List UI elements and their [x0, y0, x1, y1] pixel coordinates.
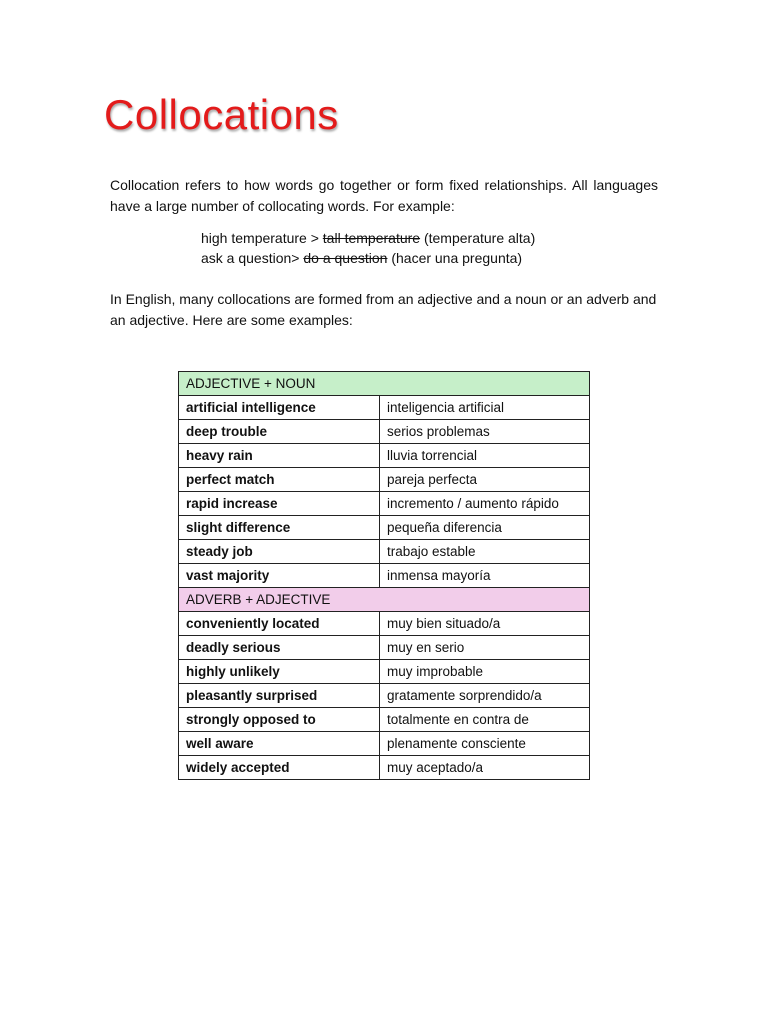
spanish-cell: totalmente en contra de — [380, 708, 590, 732]
example-incorrect: tall temperature — [322, 230, 421, 246]
section-header-adjective-noun — [179, 372, 590, 396]
example-item — [201, 248, 535, 268]
spanish-cell: pareja perfecta — [380, 468, 590, 492]
table-row — [179, 756, 590, 780]
table-row — [179, 420, 590, 444]
english-cell: artificial intelligence — [179, 396, 380, 420]
example-list — [201, 228, 535, 268]
table-row — [179, 732, 590, 756]
intro-paragraph: Collocation refers to how words go together or form fixed relationships. All languages have a large number of collocating words. For example: — [110, 177, 658, 214]
example-translation: (hacer una pregunta) — [391, 250, 523, 266]
english-cell: well aware — [179, 732, 380, 756]
example-translation: (temperature alta) — [423, 230, 536, 246]
spanish-cell: muy en serio — [380, 636, 590, 660]
table-row — [179, 492, 590, 516]
english-cell: vast majority — [179, 564, 380, 588]
second-paragraph: In English, many collocations are formed from an adjective and a noun or an adverb and an adjective. Here are some examples: — [110, 291, 657, 328]
spanish-cell: gratamente sorprendido/a — [380, 684, 590, 708]
english-cell: widely accepted — [179, 756, 380, 780]
table-row — [179, 516, 590, 540]
table-row — [179, 612, 590, 636]
spanish-cell: inmensa mayoría — [380, 564, 590, 588]
spanish-cell: muy bien situado/a — [380, 612, 590, 636]
english-cell: steady job — [179, 540, 380, 564]
table-row — [179, 636, 590, 660]
example-item — [201, 228, 535, 248]
english-cell: strongly opposed to — [179, 708, 380, 732]
english-cell: perfect match — [179, 468, 380, 492]
english-cell: rapid increase — [179, 492, 380, 516]
spanish-cell: inteligencia artificial — [380, 396, 590, 420]
section-header-cell: ADJECTIVE + NOUN — [179, 372, 590, 396]
spanish-cell: pequeña diferencia — [380, 516, 590, 540]
english-cell: slight difference — [179, 516, 380, 540]
collocations-table — [178, 371, 590, 780]
english-cell: heavy rain — [179, 444, 380, 468]
spanish-cell: plenamente consciente — [380, 732, 590, 756]
table-row — [179, 660, 590, 684]
example-correct: ask a question> — [201, 250, 300, 266]
english-cell: conveniently located — [179, 612, 380, 636]
example-incorrect: do a question — [303, 250, 388, 266]
section-header-cell: ADVERB + ADJECTIVE — [179, 588, 590, 612]
spanish-cell: muy aceptado/a — [380, 756, 590, 780]
table-row — [179, 708, 590, 732]
table-row — [179, 468, 590, 492]
example-correct: high temperature > — [201, 230, 319, 246]
spanish-cell: trabajo estable — [380, 540, 590, 564]
english-cell: deep trouble — [179, 420, 380, 444]
spanish-cell: lluvia torrencial — [380, 444, 590, 468]
table-row — [179, 564, 590, 588]
spanish-cell: muy improbable — [380, 660, 590, 684]
table-row — [179, 540, 590, 564]
table-row — [179, 396, 590, 420]
english-cell: highly unlikely — [179, 660, 380, 684]
spanish-cell: incremento / aumento rápido — [380, 492, 590, 516]
section-header-adverb-adjective — [179, 588, 590, 612]
page-title: Collocations — [104, 91, 339, 138]
english-cell: deadly serious — [179, 636, 380, 660]
spanish-cell: serios problemas — [380, 420, 590, 444]
table-row — [179, 444, 590, 468]
table-row — [179, 684, 590, 708]
english-cell: pleasantly surprised — [179, 684, 380, 708]
